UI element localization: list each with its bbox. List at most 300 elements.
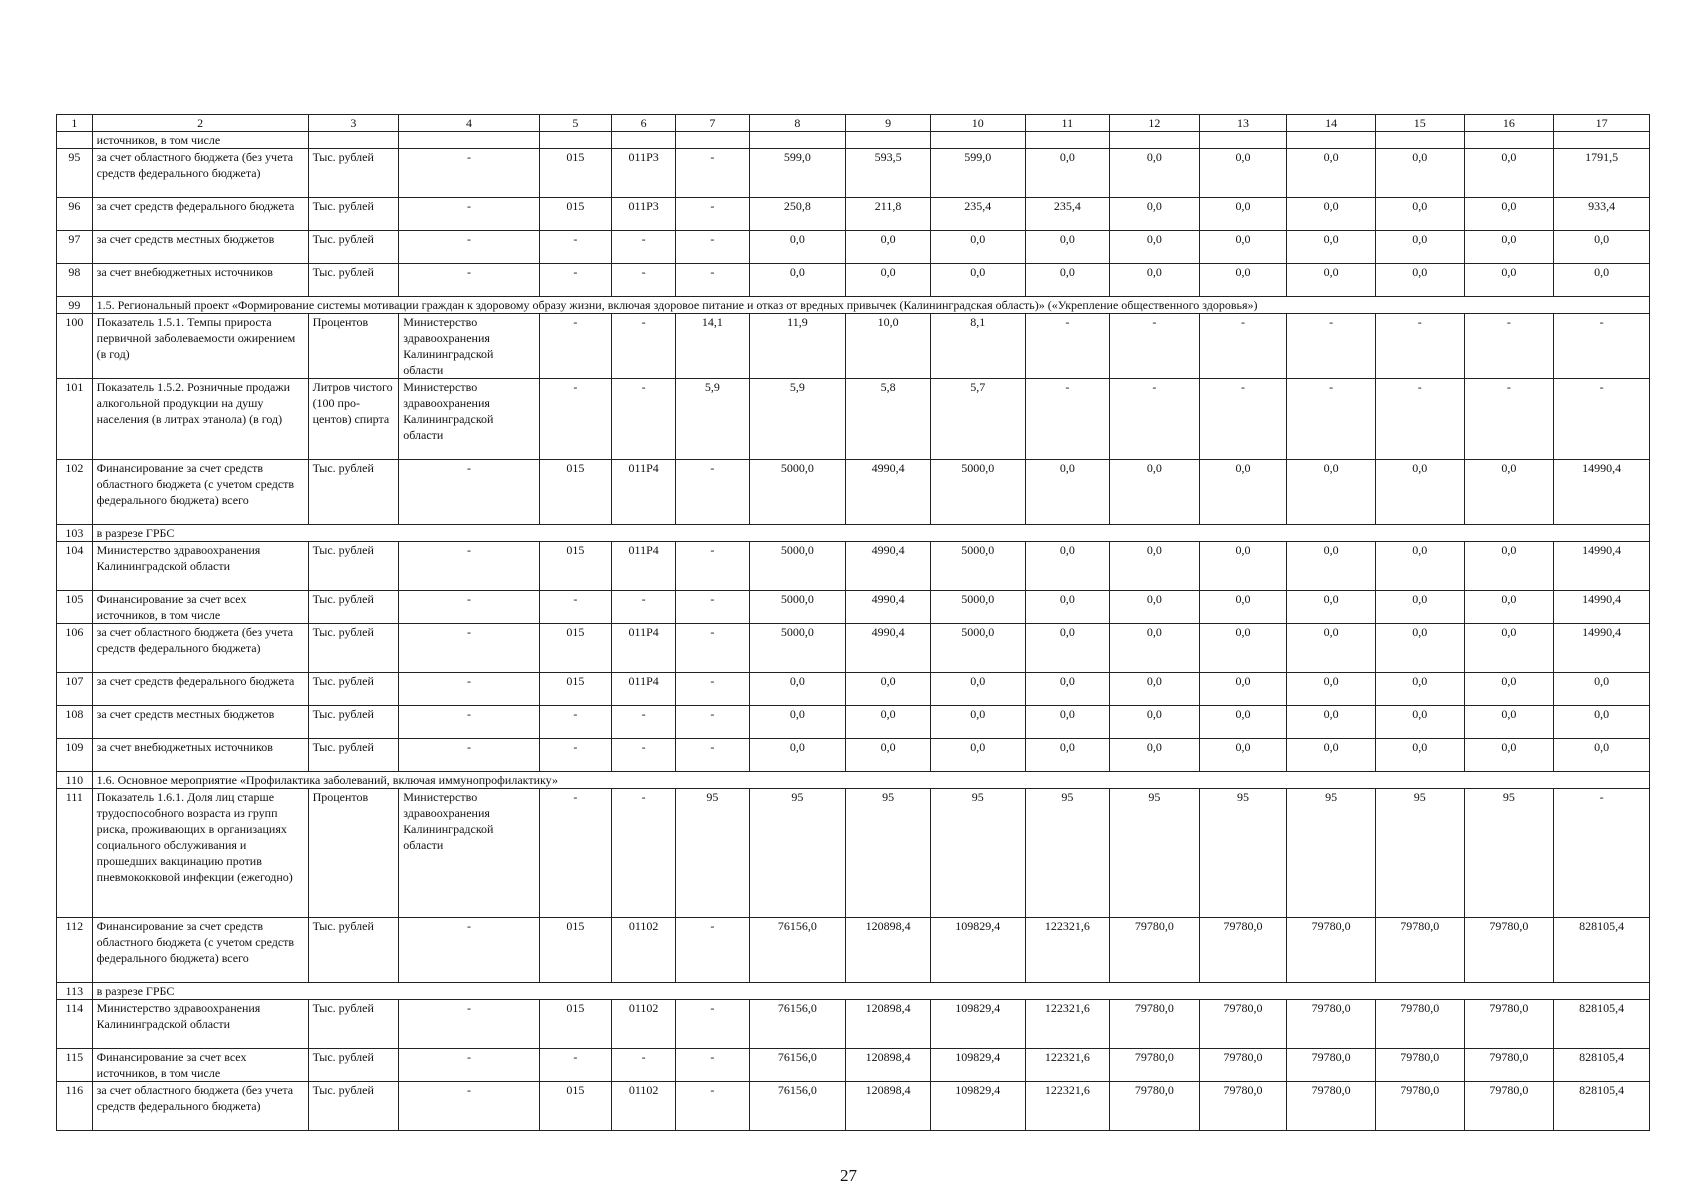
code-cell: - [612,379,676,460]
value-cell: 79780,0 [1287,1049,1376,1082]
value-cell: 0,0 [1287,706,1376,739]
responsible-cell: Министерство здравоохранения Калининградской области [399,789,540,918]
value-cell: 599,0 [749,149,846,198]
value-cell [1375,132,1464,149]
value-cell: 5,9 [749,379,846,460]
code-cell: 011Р3 [612,198,676,231]
value-cell: 250,8 [749,198,846,231]
value-cell: 10,0 [846,314,931,379]
value-cell: 14990,4 [1554,591,1650,624]
value-cell: 0,0 [1375,591,1464,624]
value-cell: - [1554,789,1650,918]
code-cell: - [676,1049,749,1082]
row-number: 103 [57,525,93,542]
column-header: 6 [612,115,676,132]
column-header: 7 [676,115,749,132]
value-cell: 122321,6 [1025,1000,1110,1049]
responsible-cell: Министерство здравоохранения Калининградской области [399,314,540,379]
value-cell: 0,0 [1375,264,1464,297]
value-cell: 0,0 [846,264,931,297]
table-row [57,525,1650,542]
code-cell: 01102 [612,1082,676,1131]
table-body [57,132,1650,1131]
code-cell: 015 [539,542,611,591]
responsible-cell: - [399,739,540,772]
value-cell: 828105,4 [1554,1049,1650,1082]
value-cell: - [1375,314,1464,379]
responsible-cell: - [399,542,540,591]
value-cell: 0,0 [1110,231,1200,264]
responsible-cell: - [399,673,540,706]
value-cell: 0,0 [1287,542,1376,591]
value-cell: 0,0 [1199,739,1287,772]
value-cell: 0,0 [846,231,931,264]
column-header: 3 [308,115,399,132]
code-cell: - [676,149,749,198]
value-cell: 0,0 [1554,673,1650,706]
value-cell: 122321,6 [1025,918,1110,983]
unit-cell: Тыс. рублей [308,591,399,624]
code-cell: 01102 [612,918,676,983]
value-cell: 95 [1025,789,1110,918]
value-cell: 0,0 [1375,231,1464,264]
code-cell: 95 [676,789,749,918]
value-cell: 0,0 [1025,706,1110,739]
value-cell: 8,1 [930,314,1025,379]
table-row [57,542,1650,591]
value-cell: 0,0 [749,739,846,772]
code-cell: - [539,264,611,297]
page-number: 27 [840,1166,857,1185]
row-number: 111 [57,789,93,918]
table-row [57,231,1650,264]
value-cell: - [1375,379,1464,460]
value-cell: 0,0 [1025,264,1110,297]
row-number: 110 [57,772,93,789]
code-cell: - [676,918,749,983]
value-cell: 120898,4 [846,1000,931,1049]
column-header: 4 [399,115,540,132]
value-cell: 0,0 [1464,739,1554,772]
row-number: 114 [57,1000,93,1049]
value-cell: 14990,4 [1554,460,1650,525]
column-header: 12 [1110,115,1200,132]
value-cell: 95 [1464,789,1554,918]
value-cell: 0,0 [1110,264,1200,297]
table-row [57,789,1650,918]
row-number: 105 [57,591,93,624]
code-cell: 015 [539,1082,611,1131]
value-cell: - [1287,379,1376,460]
responsible-cell: - [399,1000,540,1049]
value-cell [749,132,846,149]
value-cell: 122321,6 [1025,1049,1110,1082]
value-cell: 0,0 [1199,264,1287,297]
value-cell: 79780,0 [1199,1049,1287,1082]
code-cell: 011Р4 [612,460,676,525]
value-cell: 79780,0 [1287,1082,1376,1131]
value-cell: 120898,4 [846,918,931,983]
value-cell: 0,0 [1464,231,1554,264]
unit-cell: Тыс. рублей [308,460,399,525]
value-cell: 211,8 [846,198,931,231]
code-cell: 01102 [612,1000,676,1049]
indicator-name: за счет средств федерального бюджета [92,198,308,231]
value-cell: 0,0 [1287,198,1376,231]
value-cell: 109829,4 [930,1049,1025,1082]
row-number: 109 [57,739,93,772]
row-number: 95 [57,149,93,198]
responsible-cell: - [399,149,540,198]
value-cell: 11,9 [749,314,846,379]
row-number: 112 [57,918,93,983]
row-number: 100 [57,314,93,379]
value-cell: 828105,4 [1554,1000,1650,1049]
responsible-cell: - [399,918,540,983]
row-number: 99 [57,297,93,314]
value-cell: 0,0 [1110,739,1200,772]
value-cell: - [1025,379,1110,460]
table-row [57,1000,1650,1049]
column-header: 1 [57,115,93,132]
indicator-name: Показатель 1.6.1. Доля лиц старше трудоспособного возраста из групп риска, проживающих в организациях социального обслуживания и прошедших вакцинацию против пневмококковой инфекции (ежегодно) [92,789,308,918]
indicator-name: за счет областного бюджета (без учета средств федерального бюджета) [92,624,308,673]
code-cell: - [539,231,611,264]
code-cell: 011Р3 [612,149,676,198]
code-cell: - [539,1049,611,1082]
value-cell: 95 [930,789,1025,918]
value-cell: 5000,0 [930,591,1025,624]
code-cell: - [676,231,749,264]
value-cell: 95 [1375,789,1464,918]
value-cell: 4990,4 [846,542,931,591]
indicator-name: за счет средств местных бюджетов [92,706,308,739]
value-cell: - [1110,379,1200,460]
value-cell: 0,0 [1464,264,1554,297]
value-cell: 0,0 [749,231,846,264]
value-cell: 0,0 [1554,231,1650,264]
responsible-cell: - [399,198,540,231]
value-cell: 0,0 [1287,149,1376,198]
code-cell: - [612,1049,676,1082]
value-cell: 0,0 [1464,198,1554,231]
value-cell [1287,132,1376,149]
code-cell: - [612,739,676,772]
table-row [57,739,1650,772]
table-row [57,706,1650,739]
value-cell [846,132,931,149]
value-cell: 5,8 [846,379,931,460]
value-cell: 0,0 [1199,542,1287,591]
unit-cell: Тыс. рублей [308,624,399,673]
value-cell [930,132,1025,149]
column-header: 16 [1464,115,1554,132]
value-cell: 828105,4 [1554,1082,1650,1131]
column-header: 11 [1025,115,1110,132]
code-cell: - [676,198,749,231]
value-cell: 4990,4 [846,624,931,673]
value-cell: 0,0 [1025,231,1110,264]
responsible-cell: Министерство здравоохранения Калининградской области [399,379,540,460]
value-cell: 14990,4 [1554,624,1650,673]
value-cell: 109829,4 [930,1000,1025,1049]
table-row [57,132,1650,149]
table-row [57,918,1650,983]
value-cell: 0,0 [1110,542,1200,591]
table-row [57,314,1650,379]
value-cell: 79780,0 [1375,918,1464,983]
row-number: 107 [57,673,93,706]
value-cell: 0,0 [1025,542,1110,591]
code-cell: - [676,1000,749,1049]
value-cell: 0,0 [1464,149,1554,198]
value-cell: 0,0 [1375,739,1464,772]
indicator-name: за счет областного бюджета (без учета средств федерального бюджета) [92,1082,308,1131]
code-cell: 015 [539,673,611,706]
table-row [57,591,1650,624]
indicator-name: Показатель 1.5.1. Темпы прироста первичной заболеваемости ожирением (в год) [92,314,308,379]
value-cell: 0,0 [1464,460,1554,525]
unit-cell: Тыс. рублей [308,542,399,591]
code-cell: - [612,314,676,379]
code-cell: - [539,314,611,379]
code-cell: - [539,591,611,624]
value-cell: 95 [846,789,931,918]
table-row [57,460,1650,525]
value-cell: 76156,0 [749,1049,846,1082]
row-number: 113 [57,983,93,1000]
value-cell: 0,0 [1554,739,1650,772]
value-cell: 79780,0 [1110,1082,1200,1131]
value-cell: 0,0 [1110,591,1200,624]
value-cell: 933,4 [1554,198,1650,231]
value-cell: 0,0 [1025,673,1110,706]
row-number: 98 [57,264,93,297]
value-cell: 120898,4 [846,1082,931,1131]
value-cell: 0,0 [1110,673,1200,706]
column-header: 13 [1199,115,1287,132]
value-cell: 0,0 [1464,706,1554,739]
section-heading: в разрезе ГРБС [92,525,1649,542]
table-row [57,297,1650,314]
column-header: 15 [1375,115,1464,132]
code-cell: - [676,1082,749,1131]
indicator-name: источников, в том числе [92,132,308,149]
value-cell: 95 [749,789,846,918]
responsible-cell: - [399,460,540,525]
code-cell: - [539,706,611,739]
indicator-name: за счет средств федерального бюджета [92,673,308,706]
value-cell: - [1287,314,1376,379]
value-cell: 0,0 [1110,198,1200,231]
indicator-name: Финансирование за счет всех источников, в том числе [92,591,308,624]
code-cell: 015 [539,918,611,983]
value-cell: 0,0 [1025,460,1110,525]
responsible-cell: - [399,706,540,739]
value-cell: 5000,0 [749,591,846,624]
code-cell: 011Р4 [612,542,676,591]
value-cell: - [1554,379,1650,460]
value-cell: 79780,0 [1464,918,1554,983]
row-number: 104 [57,542,93,591]
value-cell: 79780,0 [1199,1082,1287,1131]
value-cell: 0,0 [1375,624,1464,673]
column-header: 2 [92,115,308,132]
row-number: 116 [57,1082,93,1131]
table-row [57,379,1650,460]
value-cell [1464,132,1554,149]
code-cell [612,132,676,149]
indicator-name: Министерство здравоохранения Калининградской области [92,542,308,591]
code-cell: - [612,231,676,264]
value-cell: 0,0 [930,706,1025,739]
value-cell: 79780,0 [1287,918,1376,983]
value-cell: 0,0 [749,264,846,297]
value-cell: 0,0 [1375,542,1464,591]
value-cell: 76156,0 [749,918,846,983]
value-cell: 0,0 [1464,542,1554,591]
value-cell: 0,0 [1287,591,1376,624]
value-cell: 109829,4 [930,1082,1025,1131]
value-cell: 0,0 [1375,706,1464,739]
value-cell: 79780,0 [1199,1000,1287,1049]
value-cell: 0,0 [1375,673,1464,706]
value-cell: 0,0 [1199,624,1287,673]
table-row [57,264,1650,297]
code-cell: - [539,379,611,460]
value-cell: 0,0 [1287,739,1376,772]
column-header: 10 [930,115,1025,132]
code-cell: - [539,739,611,772]
column-header: 9 [846,115,931,132]
value-cell [1110,132,1200,149]
code-cell: 015 [539,624,611,673]
table-row [57,673,1650,706]
unit-cell [308,132,399,149]
value-cell: 1791,5 [1554,149,1650,198]
value-cell: 0,0 [1464,591,1554,624]
indicator-name: Финансирование за счет всех источников, в том числе [92,1049,308,1082]
code-cell: - [676,264,749,297]
value-cell [1199,132,1287,149]
value-cell: 14990,4 [1554,542,1650,591]
table-row [57,983,1650,1000]
table-row [57,198,1650,231]
value-cell: 5000,0 [930,460,1025,525]
column-header: 17 [1554,115,1650,132]
value-cell: 0,0 [846,739,931,772]
value-cell: 79780,0 [1110,1000,1200,1049]
value-cell: 5000,0 [930,624,1025,673]
code-cell: 015 [539,460,611,525]
value-cell: 0,0 [1464,673,1554,706]
value-cell: 79780,0 [1375,1000,1464,1049]
value-cell: 828105,4 [1554,918,1650,983]
value-cell: 95 [1110,789,1200,918]
value-cell: 79780,0 [1375,1049,1464,1082]
code-cell: - [612,591,676,624]
value-cell: 76156,0 [749,1082,846,1131]
code-cell: - [539,789,611,918]
value-cell: 0,0 [1025,739,1110,772]
unit-cell: Тыс. рублей [308,231,399,264]
value-cell: 5000,0 [749,624,846,673]
section-heading: 1.5. Региональный проект «Формирование системы мотивации граждан к здоровому образу жизни, включая здоровое питание и отказ от вредных привычек (Калининградская область)» («Укрепление общественного здоровья») [92,297,1649,314]
value-cell: 79780,0 [1199,918,1287,983]
code-cell: 011Р4 [612,624,676,673]
value-cell: 0,0 [1199,149,1287,198]
code-cell: 015 [539,149,611,198]
value-cell: 109829,4 [930,918,1025,983]
value-cell: 0,0 [1287,673,1376,706]
indicator-name: Показатель 1.5.2. Розничные продажи алкогольной продукции на душу населения (в литрах этанола) (в год) [92,379,308,460]
row-number: 96 [57,198,93,231]
code-cell: - [612,264,676,297]
value-cell: 0,0 [1554,264,1650,297]
value-cell: 0,0 [1110,460,1200,525]
value-cell: 0,0 [1464,624,1554,673]
unit-cell: Тыс. рублей [308,1000,399,1049]
code-cell: - [676,542,749,591]
row-number: 115 [57,1049,93,1082]
value-cell: 0,0 [1375,460,1464,525]
unit-cell: Тыс. рублей [308,264,399,297]
program-table [56,114,1650,1131]
code-cell: - [676,706,749,739]
value-cell: 0,0 [1287,231,1376,264]
unit-cell: Процентов [308,314,399,379]
column-header: 8 [749,115,846,132]
value-cell: 79780,0 [1110,918,1200,983]
unit-cell: Тыс. рублей [308,149,399,198]
responsible-cell: - [399,624,540,673]
value-cell: - [1199,379,1287,460]
value-cell: 0,0 [1110,624,1200,673]
value-cell: 122321,6 [1025,1082,1110,1131]
code-cell: 14,1 [676,314,749,379]
row-number: 106 [57,624,93,673]
row-number: 102 [57,460,93,525]
code-cell: - [676,591,749,624]
value-cell: 0,0 [1375,149,1464,198]
row-number [57,132,93,149]
unit-cell: Тыс. рублей [308,706,399,739]
responsible-cell [399,132,540,149]
value-cell: 0,0 [1110,149,1200,198]
code-cell: - [676,739,749,772]
indicator-name: за счет внебюджетных источников [92,264,308,297]
value-cell: - [1199,314,1287,379]
value-cell: 0,0 [930,264,1025,297]
value-cell: 235,4 [1025,198,1110,231]
code-cell: - [676,460,749,525]
code-cell: - [676,673,749,706]
value-cell: 5,7 [930,379,1025,460]
unit-cell: Тыс. рублей [308,198,399,231]
responsible-cell: - [399,1049,540,1082]
value-cell: 79780,0 [1464,1000,1554,1049]
value-cell: 4990,4 [846,460,931,525]
value-cell [1554,132,1650,149]
unit-cell: Тыс. рублей [308,739,399,772]
value-cell: - [1554,314,1650,379]
unit-cell: Тыс. рублей [308,918,399,983]
value-cell: 0,0 [1287,460,1376,525]
code-cell: 015 [539,198,611,231]
indicator-name: за счет внебюджетных источников [92,739,308,772]
value-cell: 593,5 [846,149,931,198]
table-row [57,1082,1650,1131]
